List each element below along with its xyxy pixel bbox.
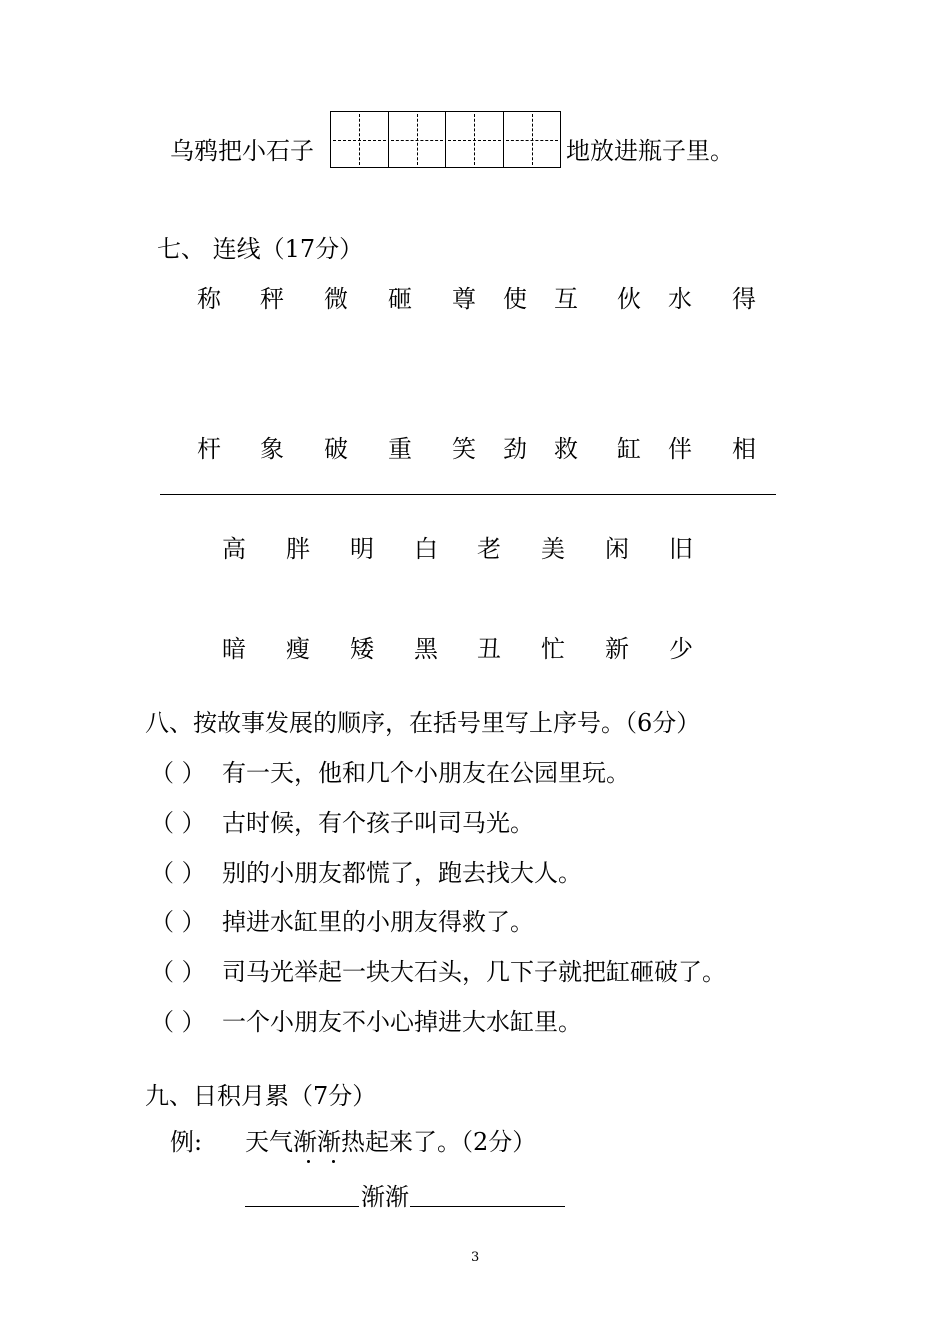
- answer-blank-after[interactable]: [410, 1206, 565, 1207]
- match-char[interactable]: 救: [554, 435, 578, 463]
- match-char[interactable]: 杆: [197, 435, 221, 463]
- match-char[interactable]: 称: [197, 285, 221, 313]
- order-bracket[interactable]: （ ）: [150, 1008, 206, 1036]
- match-char[interactable]: 胖: [286, 535, 310, 563]
- order-bracket[interactable]: （ ）: [150, 859, 206, 887]
- match-char[interactable]: 象: [260, 435, 284, 463]
- grid-cell[interactable]: [331, 112, 389, 167]
- match-char[interactable]: 相: [732, 435, 756, 463]
- match-char[interactable]: 秤: [260, 285, 284, 313]
- match-char[interactable]: 砸: [388, 285, 412, 313]
- match-char[interactable]: 笑: [452, 435, 476, 463]
- order-bracket[interactable]: （ ）: [150, 958, 206, 986]
- match-char[interactable]: 互: [554, 285, 578, 313]
- emphasis-dot: [307, 1160, 310, 1163]
- order-item: 一个小朋友不小心掉进大水缸里。: [222, 1008, 582, 1036]
- match-char[interactable]: 缸: [617, 435, 641, 463]
- section-divider: [160, 494, 776, 495]
- grid-cell[interactable]: [389, 112, 447, 167]
- match-char[interactable]: 劲: [503, 435, 527, 463]
- match-char[interactable]: 忙: [541, 635, 565, 663]
- match-char[interactable]: 明: [350, 535, 374, 563]
- example-label: 例:: [170, 1128, 203, 1156]
- match-char[interactable]: 新: [605, 635, 629, 663]
- grid-cell[interactable]: [446, 112, 504, 167]
- match-char[interactable]: 伴: [668, 435, 692, 463]
- example-sentence: 天气渐渐热起来了。（2分）: [245, 1128, 537, 1156]
- match-char[interactable]: 闲: [605, 535, 629, 563]
- blank-word: 渐渐: [361, 1183, 409, 1211]
- match-char[interactable]: 暗: [222, 635, 246, 663]
- match-char[interactable]: 水: [668, 285, 692, 313]
- emphasis-dot: [332, 1160, 335, 1163]
- match-char[interactable]: 重: [388, 435, 412, 463]
- match-char[interactable]: 旧: [669, 535, 693, 563]
- section7-title: 七、 连线（17分）: [157, 235, 364, 263]
- order-item: 古时候，有个孩子叫司马光。: [222, 809, 534, 837]
- match-char[interactable]: 高: [222, 535, 246, 563]
- match-char[interactable]: 尊: [452, 285, 476, 313]
- order-item: 司马光举起一块大石头，几下子就把缸砸破了。: [222, 958, 726, 986]
- order-bracket[interactable]: （ ）: [150, 759, 206, 787]
- section9-title: 九、日积月累（7分）: [145, 1082, 377, 1110]
- match-char[interactable]: 瘦: [286, 635, 310, 663]
- order-item: 掉进水缸里的小朋友得救了。: [222, 908, 534, 936]
- order-item: 别的小朋友都慌了，跑去找大人。: [222, 859, 582, 887]
- order-item: 有一天，他和几个小朋友在公园里玩。: [222, 759, 630, 787]
- match-char[interactable]: 美: [541, 535, 565, 563]
- sentence-after: 地放进瓶子里。: [566, 137, 734, 165]
- match-char[interactable]: 使: [503, 285, 527, 313]
- answer-blank-before[interactable]: [245, 1206, 359, 1207]
- writing-grid[interactable]: [330, 111, 561, 168]
- order-bracket[interactable]: （ ）: [150, 908, 206, 936]
- match-char[interactable]: 微: [324, 285, 348, 313]
- match-char[interactable]: 矮: [350, 635, 374, 663]
- match-char[interactable]: 伙: [617, 285, 641, 313]
- match-char[interactable]: 丑: [477, 635, 501, 663]
- match-char[interactable]: 黑: [414, 635, 438, 663]
- page-number: 3: [471, 1250, 480, 1265]
- match-char[interactable]: 破: [324, 435, 348, 463]
- section8-title: 八、按故事发展的顺序，在括号里写上序号。（6分）: [145, 709, 701, 737]
- match-char[interactable]: 老: [477, 535, 501, 563]
- match-char[interactable]: 少: [669, 635, 693, 663]
- sentence-before: 乌鸦把小石子: [170, 137, 314, 165]
- match-char[interactable]: 得: [732, 285, 756, 313]
- grid-cell[interactable]: [504, 112, 561, 167]
- match-char[interactable]: 白: [414, 535, 438, 563]
- order-bracket[interactable]: （ ）: [150, 809, 206, 837]
